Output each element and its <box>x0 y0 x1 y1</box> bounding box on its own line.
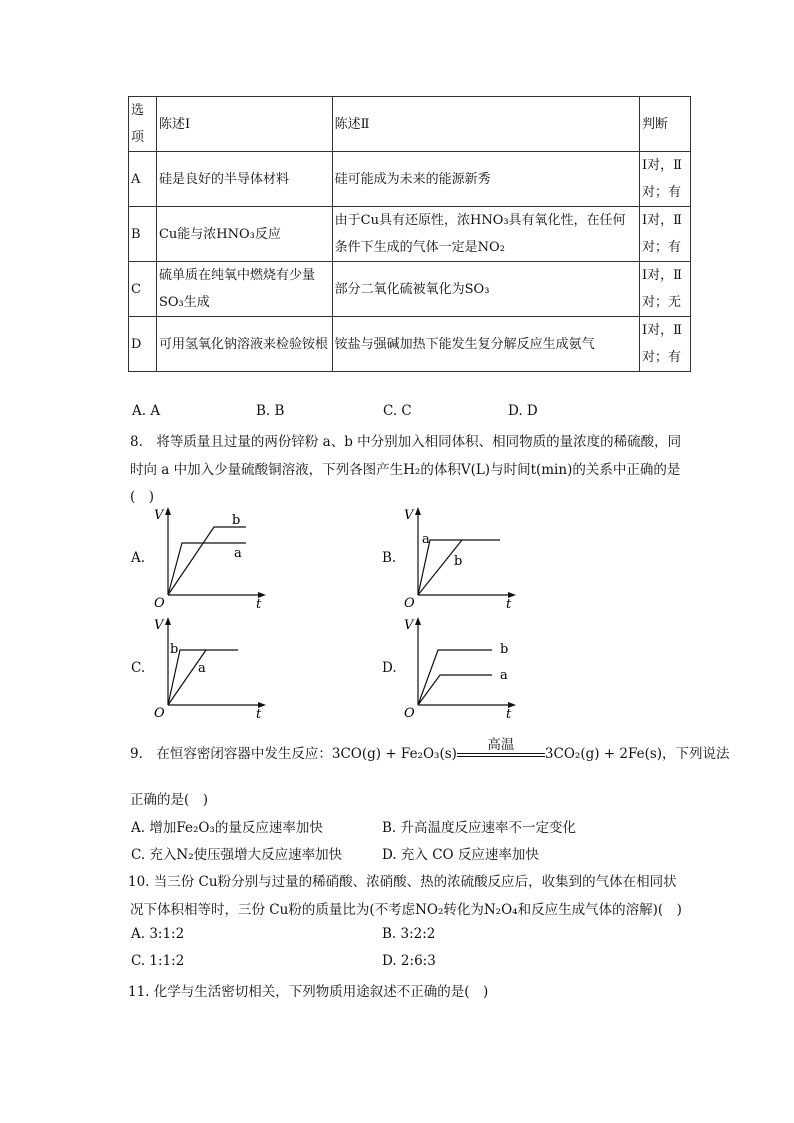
q9-option-c[interactable]: C. 充入N₂使压强增大反应速率加快 <box>131 847 343 863</box>
table-row <box>129 152 691 207</box>
graph-c-curve-b <box>168 650 238 705</box>
row-statement-1: 可用氢氧化钠溶液来检验铵根 <box>156 317 332 372</box>
row-judgement: Ⅰ对，Ⅱ对；无 <box>640 262 691 317</box>
header-judgement: 判断 <box>640 97 691 152</box>
q8-stem-line2: 时向 a 中加入少量硫酸铜溶液，下列各图产生H₂的体积V(L)与时间t(min)的关系中正确的是 <box>130 462 681 478</box>
graph-d-t-label: t <box>506 707 512 720</box>
q9-stem-line2: 正确的是( ) <box>130 792 209 808</box>
graph-a-v-label: V <box>154 508 164 523</box>
reaction-arrow <box>457 736 545 763</box>
graph-b-series-a: a <box>422 532 430 547</box>
row-option: D <box>129 317 157 372</box>
table-row <box>129 207 691 262</box>
row-statement-2: 部分二氧化硫被氧化为SO₃ <box>332 262 639 317</box>
header-option: 选项 <box>129 97 157 152</box>
q9-stem-line1 <box>130 736 730 763</box>
q8-stem-line1: 8. 将等质量且过量的两份锌粉 a、b 中分别加入相同体积、相同物质的量浓度的稀硫酸，同 <box>130 434 682 450</box>
row-statement-1: 硅是良好的半导体材料 <box>156 152 332 207</box>
q9-option-a[interactable]: A. 增加Fe₂O₃的量反应速率加快 <box>131 820 323 836</box>
graph-c-label[interactable]: C. <box>131 660 146 676</box>
graph-a-t-label: t <box>256 597 262 610</box>
graph-b-t-label: t <box>506 597 512 610</box>
graph-a-series-b: b <box>232 513 241 528</box>
q10-option-d[interactable]: D. 2:6:3 <box>382 953 436 969</box>
q9-option-b[interactable]: B. 升高温度反应速率不一定变化 <box>382 820 577 836</box>
graph-c-series-b: b <box>170 642 179 657</box>
row-statement-2: 硅可能成为未来的能源新秀 <box>332 152 639 207</box>
row-option: B <box>129 207 157 262</box>
graph-d-curve-a <box>418 675 492 705</box>
row-statement-1: Cu能与浓HNO₃反应 <box>156 207 332 262</box>
q10-option-b[interactable]: B. 3:2:2 <box>382 926 436 942</box>
graph-d-series-b: b <box>500 642 509 657</box>
row-judgement: Ⅰ对，Ⅱ对；有 <box>640 152 691 207</box>
row-statement-1: 硫单质在纯氧中燃烧有少量SO₃生成 <box>156 262 332 317</box>
graph-c-v-label: V <box>154 618 164 633</box>
graph-c <box>150 615 270 720</box>
graph-b-label[interactable]: B. <box>382 550 397 566</box>
q7-option-c[interactable]: C. C <box>383 403 412 419</box>
graph-a-label[interactable]: A. <box>131 550 146 566</box>
row-option: C <box>129 262 157 317</box>
reaction-condition: 高温 <box>487 736 515 753</box>
graph-b-series-b: b <box>454 554 463 569</box>
row-statement-2: 由于Cu具有还原性，浓HNO₃具有氧化性，在任何条件下生成的气体一定是NO₂ <box>332 207 639 262</box>
graph-a <box>150 505 270 610</box>
q10-stem-line2: 况下体积相等时，三份 Cu粉的质量比为(不考虑NO₂转化为N₂O₄和反应生成气体的溶解)( ) <box>130 902 682 918</box>
header-statement-2: 陈述Ⅱ <box>332 97 639 152</box>
graph-a-curve-b <box>168 527 246 595</box>
q9-stem-before: 9. 在恒容密闭容器中发生反应：3CO(g) + Fe₂O₃(s) <box>130 746 457 762</box>
table-header-row <box>129 97 691 152</box>
q10-option-a[interactable]: A. 3:1:2 <box>131 926 185 942</box>
graph-d-v-label: V <box>404 618 414 633</box>
graph-d-label[interactable]: D. <box>382 660 397 676</box>
graph-c-t-label: t <box>256 707 262 720</box>
graph-d-origin: O <box>404 706 415 720</box>
q10-stem-line1: 10. 当三份 Cu粉分别与过量的稀硝酸、浓硝酸、热的浓硫酸反应后，收集到的气体在相同状 <box>128 874 677 890</box>
graph-d-curve-b <box>418 650 492 705</box>
q9-stem-after: 3CO₂(g) + 2Fe(s)，下列说法 <box>544 746 730 762</box>
graph-a-origin: O <box>154 596 165 610</box>
graph-c-origin: O <box>154 706 165 720</box>
graph-b-v-label: V <box>404 508 414 523</box>
row-judgement: Ⅰ对，Ⅱ对；有 <box>640 317 691 372</box>
q9-option-d[interactable]: D. 充入 CO 反应速率加快 <box>382 847 539 863</box>
table-row <box>129 262 691 317</box>
q7-option-d[interactable]: D. D <box>508 403 538 419</box>
q10-option-c[interactable]: C. 1:1:2 <box>131 953 185 969</box>
graph-b <box>400 505 520 610</box>
header-statement-1: 陈述Ⅰ <box>156 97 332 152</box>
row-option: A <box>129 152 157 207</box>
row-statement-2: 铵盐与强碱加热下能发生复分解反应生成氨气 <box>332 317 639 372</box>
graph-d-series-a: a <box>500 668 508 683</box>
graph-b-origin: O <box>404 596 415 610</box>
q7-option-a[interactable]: A. A <box>132 403 161 419</box>
graph-a-series-a: a <box>234 546 242 561</box>
table-row <box>129 317 691 372</box>
statement-table <box>128 96 691 372</box>
graph-c-series-a: a <box>198 661 206 676</box>
row-judgement: Ⅰ对，Ⅱ对；有 <box>640 207 691 262</box>
q11-stem-line1: 11. 化学与生活密切相关，下列物质用途叙述不正确的是( ) <box>128 984 489 1000</box>
q7-option-b[interactable]: B. B <box>256 403 285 419</box>
graph-d <box>400 615 520 720</box>
q8-stem-line3: ( ) <box>130 489 155 505</box>
